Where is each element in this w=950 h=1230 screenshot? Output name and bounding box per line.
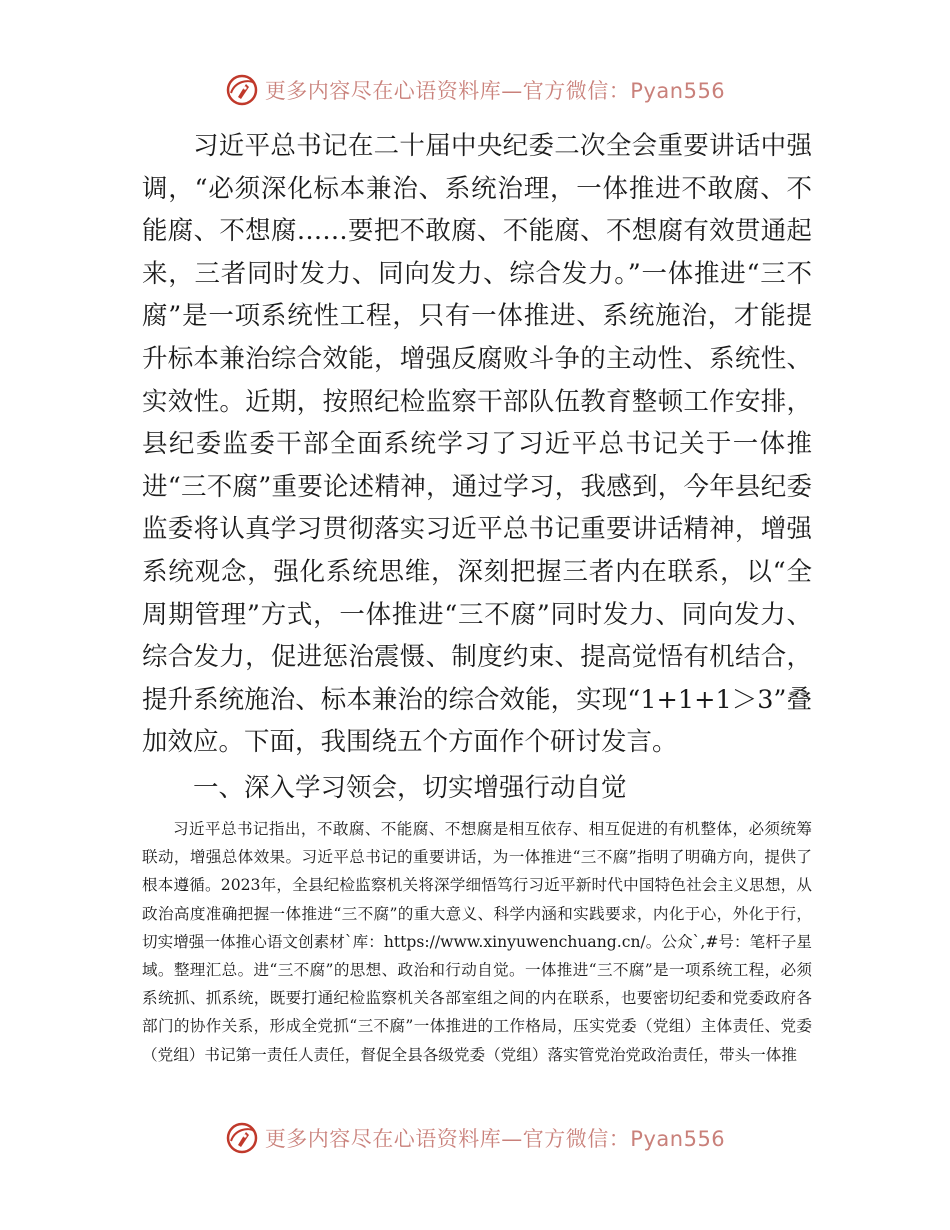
- footer-banner: [0, 1118, 950, 1158]
- banner-text: 更多内容尽在心语资料库—官方微信：Pyan556: [264, 1127, 726, 1151]
- body-paragraph: 习近平总书记指出，不敢腐、不能腐、不想腐是相互依存、相互促进的有机整体，必须统筹联动，增强总体效果。习近平总书记的重要讲话，为一体推进“三不腐”指明了明确方向，提供了根本遵循。2023年，全县纪检监察机关将深学细悟笃行习近平新时代中国特色社会主义思想，从政治高度准确把握一体推进“三不腐”的重大意义、科学内涵和实践要求，内化于心，外化于行，切实增强一体推心语文创素材`库：https://www.xinyuwenchuang.cn/。公众`,#号：笔杆子星域。整理汇总。进“三不腐”的思想、政治和行动自觉。一体推进“三不腐”是一项系统工程，必须系统抓、抓系统，既要打通纪检监察机关各部室组之间的内在联系，也要密切纪委和党委政府各部门的协作关系，形成全党抓“三不腐”一体推进的工作格局，压实党委（党组）主体责任、党委（党组）书记第一责任人责任，督促全县各级党委（党组）落实管党治党政治责任，带头一体推: [142, 820, 812, 1064]
- section-heading-1: 一、深入学习领会，切实增强行动自觉: [193, 773, 627, 803]
- header-banner: [0, 70, 950, 110]
- intro-paragraph: 习近平总书记在二十届中央纪委二次全会重要讲话中强调，“必须深化标本兼治、系统治理，一体推进不敢腐、不能腐、不想腐……要把不敢腐、不能腐、不想腐有效贯通起来，三者同时发力、同向发力、综合发力。”一体推进“三不腐”是一项系统性工程，只有一体推进、系统施治，才能提升标本兼治综合效能，增强反腐败斗争的主动性、系统性、实效性。近期，按照纪检监察干部队伍教育整顿工作安排，县纪委监委干部全面系统学习了习近平总书记关于一体推进“三不腐”重要论述精神，通过学习，我感到，今年县纪委监委将认真学习贯彻落实习近平总书记重要讲话精神，增强系统观念，强化系统思维，深刻把握三者内在联系，以“全周期管理”方式，一体推进“三不腐”同时发力、同向发力、综合发力，促进惩治震慑、制度约束、提高觉悟有机结合，提升系统施治、标本兼治的综合效能，实现“1+1+1＞3”叠加效应。下面，我围绕五个方面作个研讨发言。: [142, 131, 812, 758]
- pen-nib-circle-icon: [225, 1121, 259, 1155]
- banner-text: 更多内容尽在心语资料库—官方微信：Pyan556: [264, 79, 726, 103]
- pen-nib-circle-icon: [225, 73, 259, 107]
